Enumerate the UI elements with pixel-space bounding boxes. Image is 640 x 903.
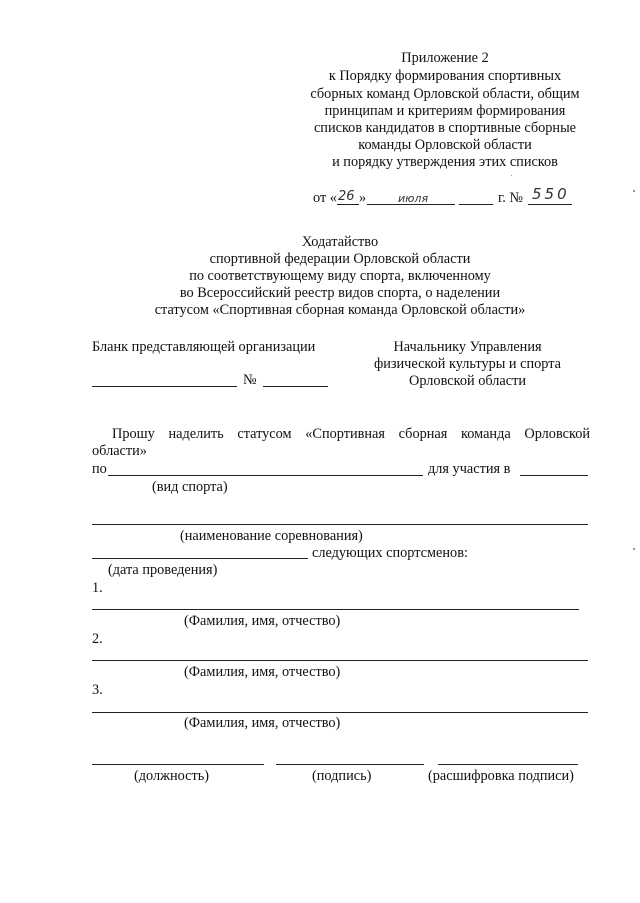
request-text-line2: области»: [92, 443, 147, 459]
competition-caption: (наименование соревнования): [180, 528, 363, 544]
blank-number-sign: №: [243, 372, 257, 388]
approval-quote-close: »: [359, 190, 367, 206]
addressee-line: физической культуры и спорта: [373, 356, 562, 372]
athlete-number: 3.: [92, 682, 103, 698]
athlete-name-caption: (Фамилия, имя, отчество): [184, 715, 341, 731]
blank-number-line: [263, 386, 328, 387]
date-field-line: [92, 558, 308, 559]
signature-line: [276, 764, 424, 765]
athlete-name-line: [92, 712, 588, 713]
po-label: по: [92, 461, 107, 477]
addressee-line: Начальнику Управления: [393, 339, 542, 355]
approval-day-line: [337, 204, 359, 205]
sport-caption: (вид спорта): [152, 479, 228, 495]
date-caption: (дата проведения): [108, 562, 218, 578]
position-caption: (должность): [134, 768, 210, 784]
blank-field-line: [92, 386, 237, 387]
appendix-line: и порядку утверждения этих списков: [332, 154, 558, 170]
appendix-line: команды Орловской области: [358, 137, 532, 153]
addressee-line: Орловской области: [409, 373, 526, 389]
request-text-line1: Прошу наделить статусом «Спортивная сборная команда Орловской: [112, 426, 590, 442]
heading-line: статусом «Спортивная сборная команда Орловской области»: [154, 302, 526, 318]
competition-field-line: [92, 524, 588, 525]
approval-number: 550: [532, 185, 570, 203]
heading-line: во Всероссийский реестр видов спорта, о наделении: [179, 285, 501, 301]
following-athletes-label: следующих спортсменов:: [312, 545, 468, 561]
appendix-title: Приложение 2: [401, 50, 489, 66]
athlete-number: 1.: [92, 580, 103, 596]
approval-year-line: [459, 204, 493, 205]
approval-month: июля: [398, 192, 429, 205]
athlete-name-caption: (Фамилия, имя, отчество): [184, 613, 341, 629]
position-line: [92, 764, 264, 765]
athlete-name-line: [92, 609, 579, 610]
participation-label: для участия в: [428, 461, 511, 477]
approval-from-prefix: от «: [313, 190, 337, 206]
heading-title: Ходатайство: [301, 234, 379, 250]
approval-day: 26: [338, 189, 355, 204]
scan-speck: [511, 175, 512, 176]
blank-label: Бланк представляющей организации: [92, 339, 316, 355]
athlete-name-line: [92, 660, 588, 661]
decoding-line: [438, 764, 578, 765]
heading-line: спортивной федерации Орловской области: [209, 251, 471, 267]
sport-field-line: [108, 475, 423, 476]
signature-caption: (подпись): [312, 768, 372, 784]
approval-number-line: [528, 204, 572, 205]
scan-speck: [633, 548, 635, 550]
heading-line: по соответствующему виду спорта, включенному: [189, 268, 491, 284]
athlete-name-caption: (Фамилия, имя, отчество): [184, 664, 341, 680]
appendix-line: сборных команд Орловской области, общим: [310, 86, 580, 102]
appendix-line: к Порядку формирования спортивных: [328, 68, 562, 84]
scan-speck: [633, 190, 635, 192]
appendix-line: списков кандидатов в спортивные сборные: [313, 120, 577, 136]
appendix-line: принципам и критериям формирования: [324, 103, 566, 119]
participation-field-line: [520, 475, 588, 476]
decoding-caption: (расшифровка подписи): [428, 768, 574, 784]
approval-number-label: г. №: [498, 190, 524, 206]
athlete-number: 2.: [92, 631, 103, 647]
